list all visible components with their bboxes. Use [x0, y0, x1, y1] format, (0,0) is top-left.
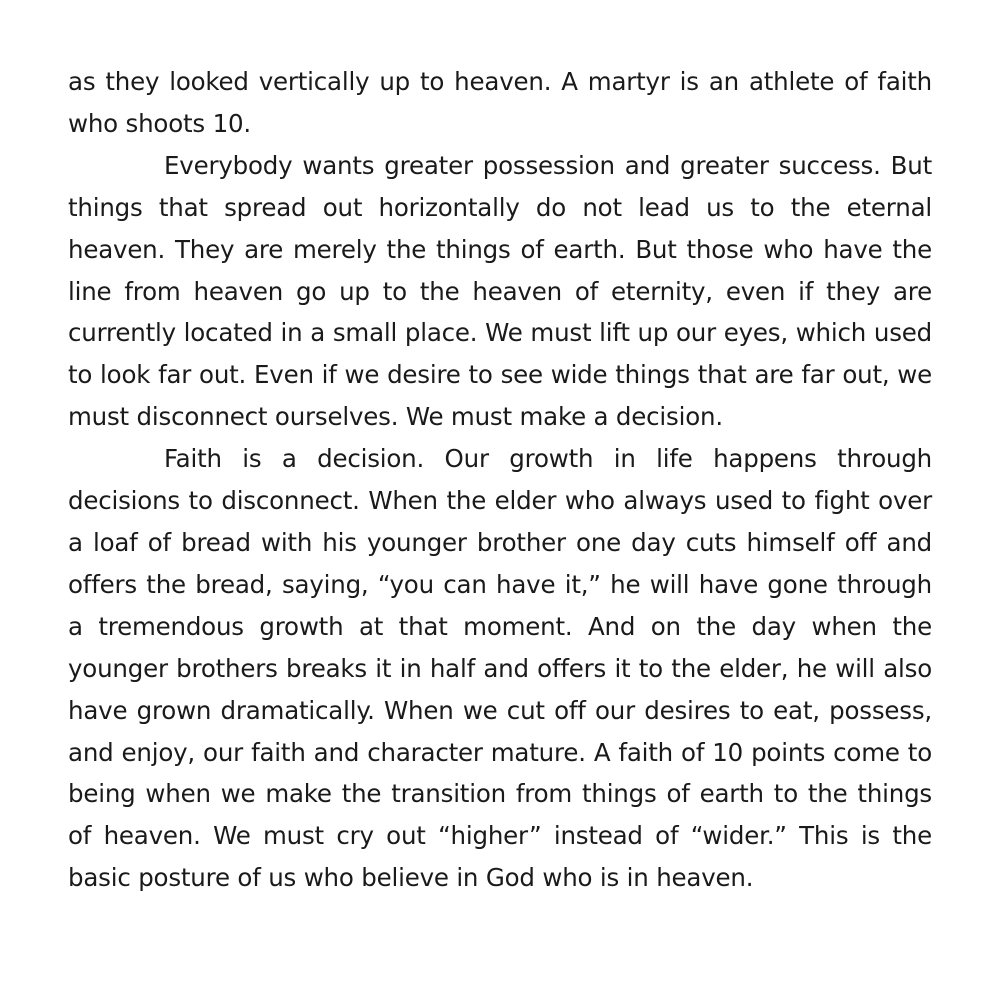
paragraph-3: Faith is a decision. Our growth in life happens through decisions to disconnect. When the elder who always used to fight over a loaf of bread with his younger brother one day cuts himself off and offers the bread, saying, “you can have it,” he will have gone through a tremendous growth at that moment. And on the day when the younger brothers breaks it in half and offers it to the elder, he will also have grown dramatically. When we cut off our desires to eat, possess, and enjoy, our faith and character mature. A faith of 10 points come to being when we make the transition from things of earth to the things of heaven. We must cry out “higher” instead of “wider.” This is the basic posture of us who believe in God who is in heaven. — [68, 444, 932, 893]
paragraph-1: as they looked vertically up to heaven. A martyr is an athlete of faith who shoots 10. — [68, 67, 932, 138]
paragraph-2: Everybody wants greater possession and greater success. But things that spread out horizontally do not lead us to the eternal heaven. They are merely the things of earth. But those who have the line from heaven go up to the heaven of eternity, even if they are currently located in a small place. We must lift up our eyes, which used to look far out. Even if we desire to see wide things that are far out, we must disconnect ourselves. We must make a decision. — [68, 150, 932, 432]
document-page — [68, 61, 932, 899]
